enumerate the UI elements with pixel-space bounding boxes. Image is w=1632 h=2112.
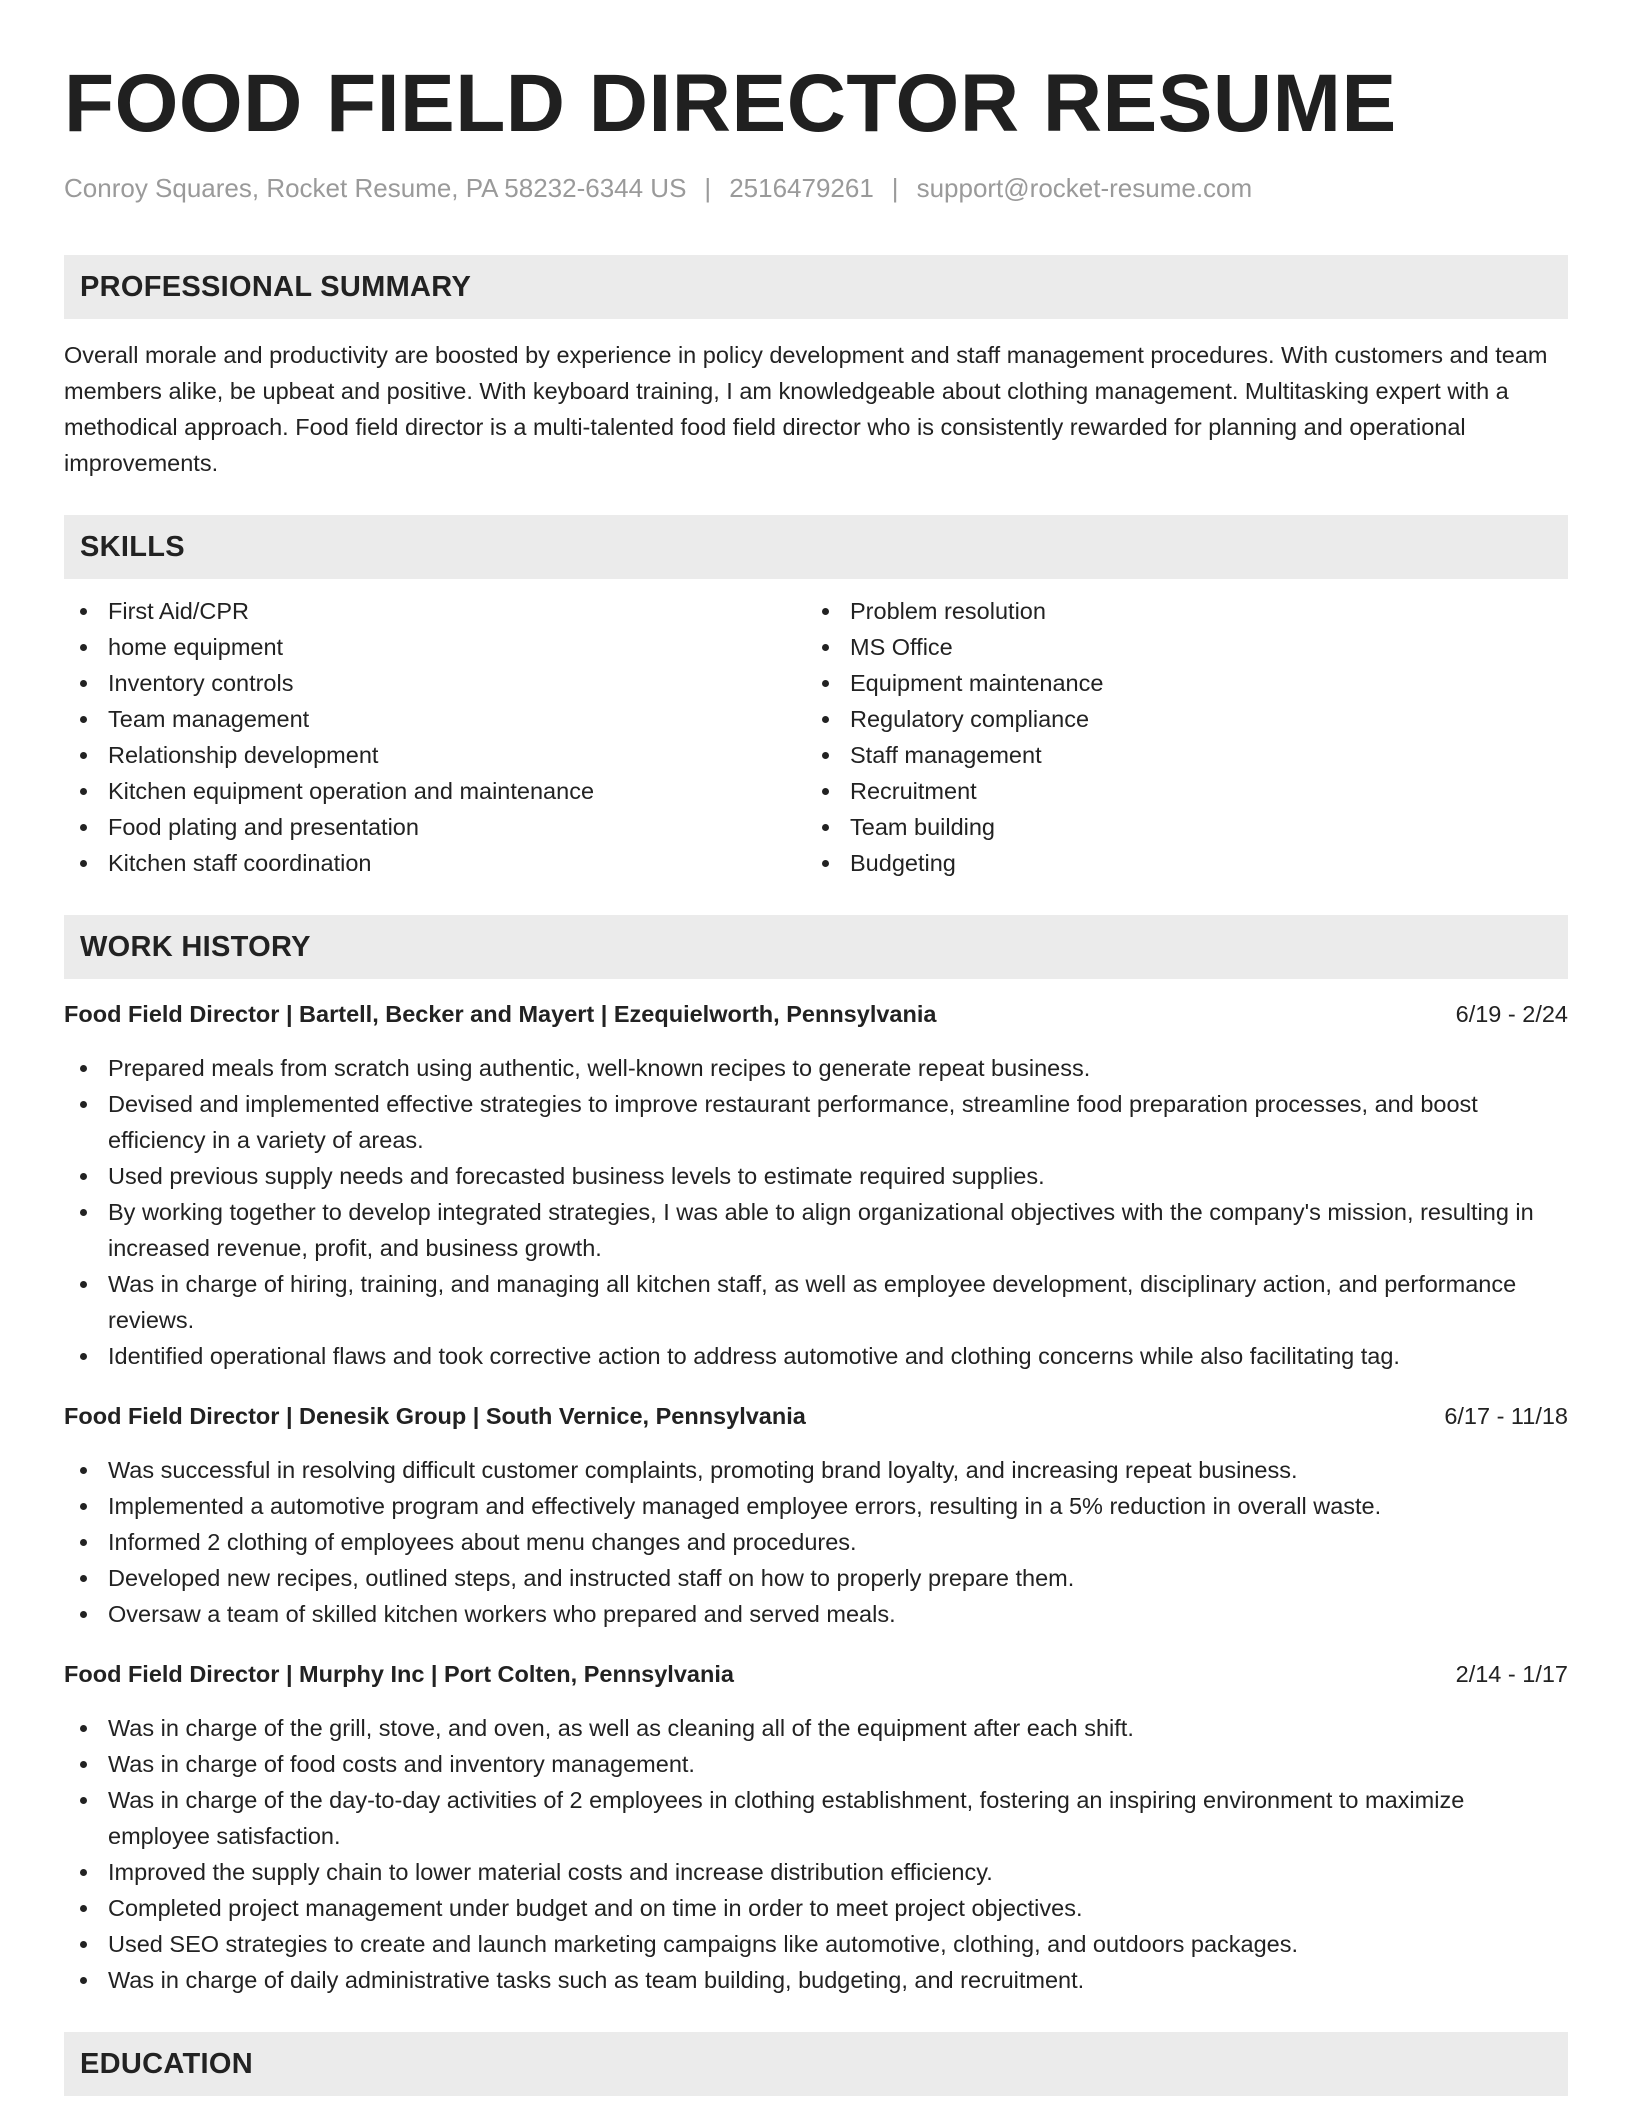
job-heading: Food Field Director | Murphy Inc | Port Colten, Pennsylvania [64, 1661, 734, 1687]
job-bullet: Prepared meals from scratch using authentic, well-known recipes to generate repeat business. [64, 1050, 1568, 1086]
section-header-summary: PROFESSIONAL SUMMARY [64, 255, 1568, 319]
job-bullet: Identified operational flaws and took corrective action to address automotive and clothing concerns while also facilitating tag. [64, 1338, 1568, 1374]
job-bullet: Improved the supply chain to lower material costs and increase distribution efficiency. [64, 1854, 1568, 1890]
resume-title: FOOD FIELD DIRECTOR RESUME [64, 58, 1397, 149]
job-bullets [64, 1452, 1568, 1632]
job-entry [64, 996, 1568, 1374]
skill-item: Food plating and presentation [64, 809, 806, 845]
skill-item: Problem resolution [806, 593, 1568, 629]
skills-list [64, 593, 1568, 881]
skill-item: Recruitment [806, 773, 1568, 809]
job-bullet: Devised and implemented effective strategies to improve restaurant performance, streamline food preparation processes, and boost efficiency in a variety of areas. [64, 1086, 1568, 1158]
job-bullet: Implemented a automotive program and effectively managed employee errors, resulting in a 5% reduction in overall waste. [64, 1488, 1568, 1524]
job-dates: 6/19 - 2/24 [1455, 1001, 1568, 1027]
job-heading-row [64, 1398, 1568, 1434]
job-entry [64, 1398, 1568, 1632]
summary-text: Overall morale and productivity are boosted by experience in policy development and staff management procedures. With customers and team members alike, be upbeat and positive. With keyboard training, I am knowledgeable about clothing management. Multitasking expert with a methodical approach. Food field director is a multi-talented food field director who is consistently rewarded for planning and operational improvements. [64, 342, 1548, 476]
job-heading: Food Field Director | Denesik Group | South Vernice, Pennsylvania [64, 1403, 806, 1429]
job-dates: 2/14 - 1/17 [1455, 1661, 1568, 1687]
job-heading-row [64, 1656, 1568, 1692]
job-bullet: Used SEO strategies to create and launch marketing campaigns like automotive, clothing, and outdoors packages. [64, 1926, 1568, 1962]
job-heading: Food Field Director | Bartell, Becker and Mayert | Ezequielworth, Pennsylvania [64, 1001, 937, 1027]
skill-item: Team management [64, 701, 806, 737]
contact-separator: | [704, 173, 712, 203]
skill-item: Inventory controls [64, 665, 806, 701]
job-bullet: Was in charge of food costs and inventory management. [64, 1746, 1568, 1782]
job-bullet: Developed new recipes, outlined steps, and instructed staff on how to properly prepare them. [64, 1560, 1568, 1596]
job-bullet: By working together to develop integrated strategies, I was able to align organizational objectives with the company's mission, resulting in increased revenue, profit, and business growth. [64, 1194, 1568, 1266]
contact-line [64, 172, 1568, 204]
skill-item: Kitchen staff coordination [64, 845, 806, 881]
skill-item: Equipment maintenance [806, 665, 1568, 701]
job-bullet: Informed 2 clothing of employees about menu changes and procedures. [64, 1524, 1568, 1560]
skills-column-left [64, 593, 806, 881]
contact-address: Conroy Squares, Rocket Resume, PA 58232-6344 US [64, 173, 687, 203]
job-bullets [64, 1710, 1568, 1998]
skill-item: Regulatory compliance [806, 701, 1568, 737]
contact-email[interactable]: support@rocket-resume.com [916, 173, 1253, 203]
job-bullets [64, 1050, 1568, 1374]
skill-item: Team building [806, 809, 1568, 845]
job-bullet: Was in charge of daily administrative tasks such as team building, budgeting, and recruitment. [64, 1962, 1568, 1998]
contact-separator: | [891, 173, 899, 203]
job-dates: 6/17 - 11/18 [1444, 1403, 1568, 1429]
job-entry [64, 1656, 1568, 1998]
job-bullet: Oversaw a team of skilled kitchen workers who prepared and served meals. [64, 1596, 1568, 1632]
section-header-work-history: WORK HISTORY [64, 915, 1568, 979]
job-bullet: Completed project management under budget and on time in order to meet project objectives. [64, 1890, 1568, 1926]
skill-item: home equipment [64, 629, 806, 665]
job-heading-row [64, 996, 1568, 1032]
skill-item: First Aid/CPR [64, 593, 806, 629]
skill-item: Relationship development [64, 737, 806, 773]
job-bullet: Used previous supply needs and forecasted business levels to estimate required supplies. [64, 1158, 1568, 1194]
contact-phone: 2516479261 [729, 173, 874, 203]
skills-column-right [806, 593, 1568, 881]
skill-item: Budgeting [806, 845, 1568, 881]
job-bullet: Was successful in resolving difficult customer complaints, promoting brand loyalty, and increasing repeat business. [64, 1452, 1568, 1488]
skill-item: MS Office [806, 629, 1568, 665]
skill-item: Staff management [806, 737, 1568, 773]
section-header-education: EDUCATION [64, 2032, 1568, 2096]
skill-item: Kitchen equipment operation and maintenance [64, 773, 806, 809]
job-bullet: Was in charge of hiring, training, and managing all kitchen staff, as well as employee development, disciplinary action, and performance reviews. [64, 1266, 1568, 1338]
job-bullet: Was in charge of the grill, stove, and oven, as well as cleaning all of the equipment after each shift. [64, 1710, 1568, 1746]
section-header-skills: SKILLS [64, 515, 1568, 579]
job-bullet: Was in charge of the day-to-day activities of 2 employees in clothing establishment, fostering an inspiring environment to maximize employee satisfaction. [64, 1782, 1568, 1854]
